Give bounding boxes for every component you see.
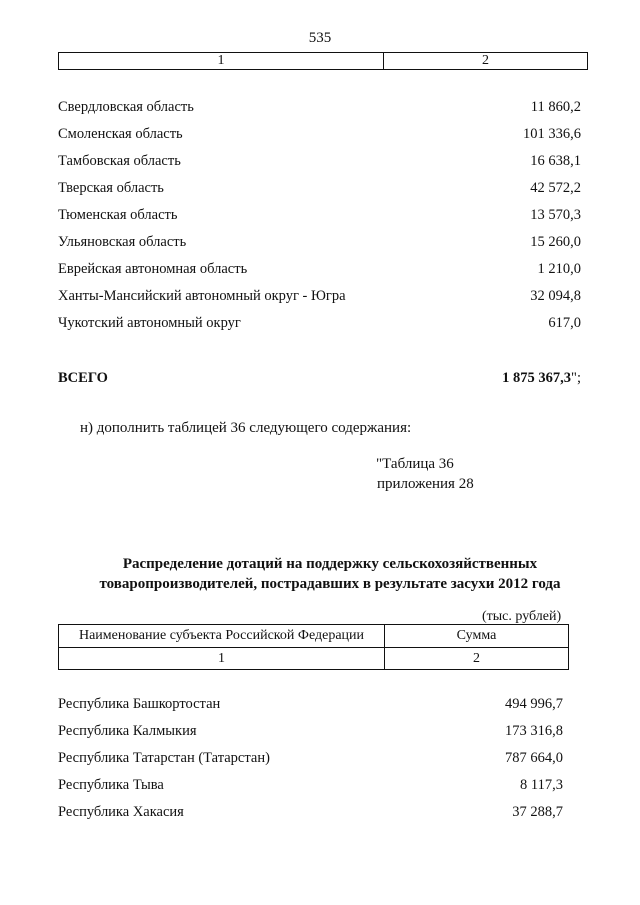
table-row bbox=[58, 723, 563, 743]
table-row bbox=[58, 288, 581, 308]
region-value: 13 570,3 bbox=[530, 207, 581, 223]
table-reference-line-2: приложения 28 bbox=[377, 476, 474, 492]
region-name: Тверская область bbox=[58, 180, 164, 196]
column-header-subject: Наименование субъекта Российской Федерации bbox=[59, 625, 385, 648]
region-value: 1 210,0 bbox=[537, 261, 581, 277]
table-row bbox=[58, 696, 563, 716]
table-row bbox=[58, 234, 581, 254]
page-number: 535 bbox=[308, 30, 332, 46]
region-name: Республика Татарстан (Татарстан) bbox=[58, 750, 270, 766]
table-row bbox=[58, 153, 581, 173]
table-row bbox=[58, 126, 581, 146]
table-title-line-2: товаропроизводителей, пострадавших в результате засухи 2012 года bbox=[99, 576, 561, 592]
header-col-2: 2 bbox=[384, 53, 588, 70]
region-value: 101 336,6 bbox=[523, 126, 581, 142]
header-col-1: 1 bbox=[59, 53, 384, 70]
table-title-line-1: Распределение дотаций на поддержку сельскохозяйственных bbox=[122, 556, 538, 572]
region-value: 11 860,2 bbox=[530, 99, 581, 115]
total-suffix: "; bbox=[571, 370, 581, 386]
table-row bbox=[58, 261, 581, 281]
table-row bbox=[58, 804, 563, 824]
table-row bbox=[58, 315, 581, 335]
region-value: 15 260,0 bbox=[530, 234, 581, 250]
table-reference-line-1: "Таблица 36 bbox=[376, 456, 454, 472]
region-name: Еврейская автономная область bbox=[58, 261, 248, 277]
region-name: Республика Калмыкия bbox=[58, 723, 197, 739]
total-label: ВСЕГО bbox=[58, 370, 108, 386]
column-number-1: 1 bbox=[59, 648, 385, 670]
table-reference bbox=[376, 454, 474, 494]
region-value: 8 117,3 bbox=[520, 777, 563, 793]
region-name: Смоленская область bbox=[58, 126, 183, 142]
region-value: 37 288,7 bbox=[512, 804, 563, 820]
subsidy-table-header bbox=[58, 624, 569, 670]
table-row bbox=[58, 207, 581, 227]
table-row bbox=[58, 777, 563, 797]
table-title bbox=[60, 554, 600, 594]
total-row bbox=[58, 370, 581, 390]
units-label: (тыс. рублей) bbox=[482, 609, 562, 624]
table-row bbox=[58, 750, 563, 770]
instruction-text: н) дополнить таблицей 36 следующего содержания: bbox=[80, 420, 412, 436]
region-name: Чукотский автономный округ bbox=[58, 315, 241, 331]
region-name: Республика Тыва bbox=[58, 777, 164, 793]
region-value: 16 638,1 bbox=[530, 153, 581, 169]
table-row bbox=[58, 180, 581, 200]
table-row bbox=[58, 99, 581, 119]
region-name: Тамбовская область bbox=[58, 153, 181, 169]
region-value: 617,0 bbox=[548, 315, 581, 331]
column-header-sum: Сумма bbox=[385, 625, 569, 648]
continuation-header-table bbox=[58, 52, 588, 70]
region-name: Тюменская область bbox=[58, 207, 178, 223]
region-value: 494 996,7 bbox=[505, 696, 563, 712]
column-number-2: 2 bbox=[385, 648, 569, 670]
region-value: 42 572,2 bbox=[530, 180, 581, 196]
region-name: Республика Башкортостан bbox=[58, 696, 221, 712]
region-name: Свердловская область bbox=[58, 99, 194, 115]
region-value: 173 316,8 bbox=[505, 723, 563, 739]
total-value: 1 875 367,3 bbox=[502, 370, 572, 386]
region-name: Ханты-Мансийский автономный округ - Югра bbox=[58, 288, 346, 304]
region-name: Республика Хакасия bbox=[58, 804, 184, 820]
region-value: 32 094,8 bbox=[530, 288, 581, 304]
region-name: Ульяновская область bbox=[58, 234, 187, 250]
region-value: 787 664,0 bbox=[505, 750, 563, 766]
